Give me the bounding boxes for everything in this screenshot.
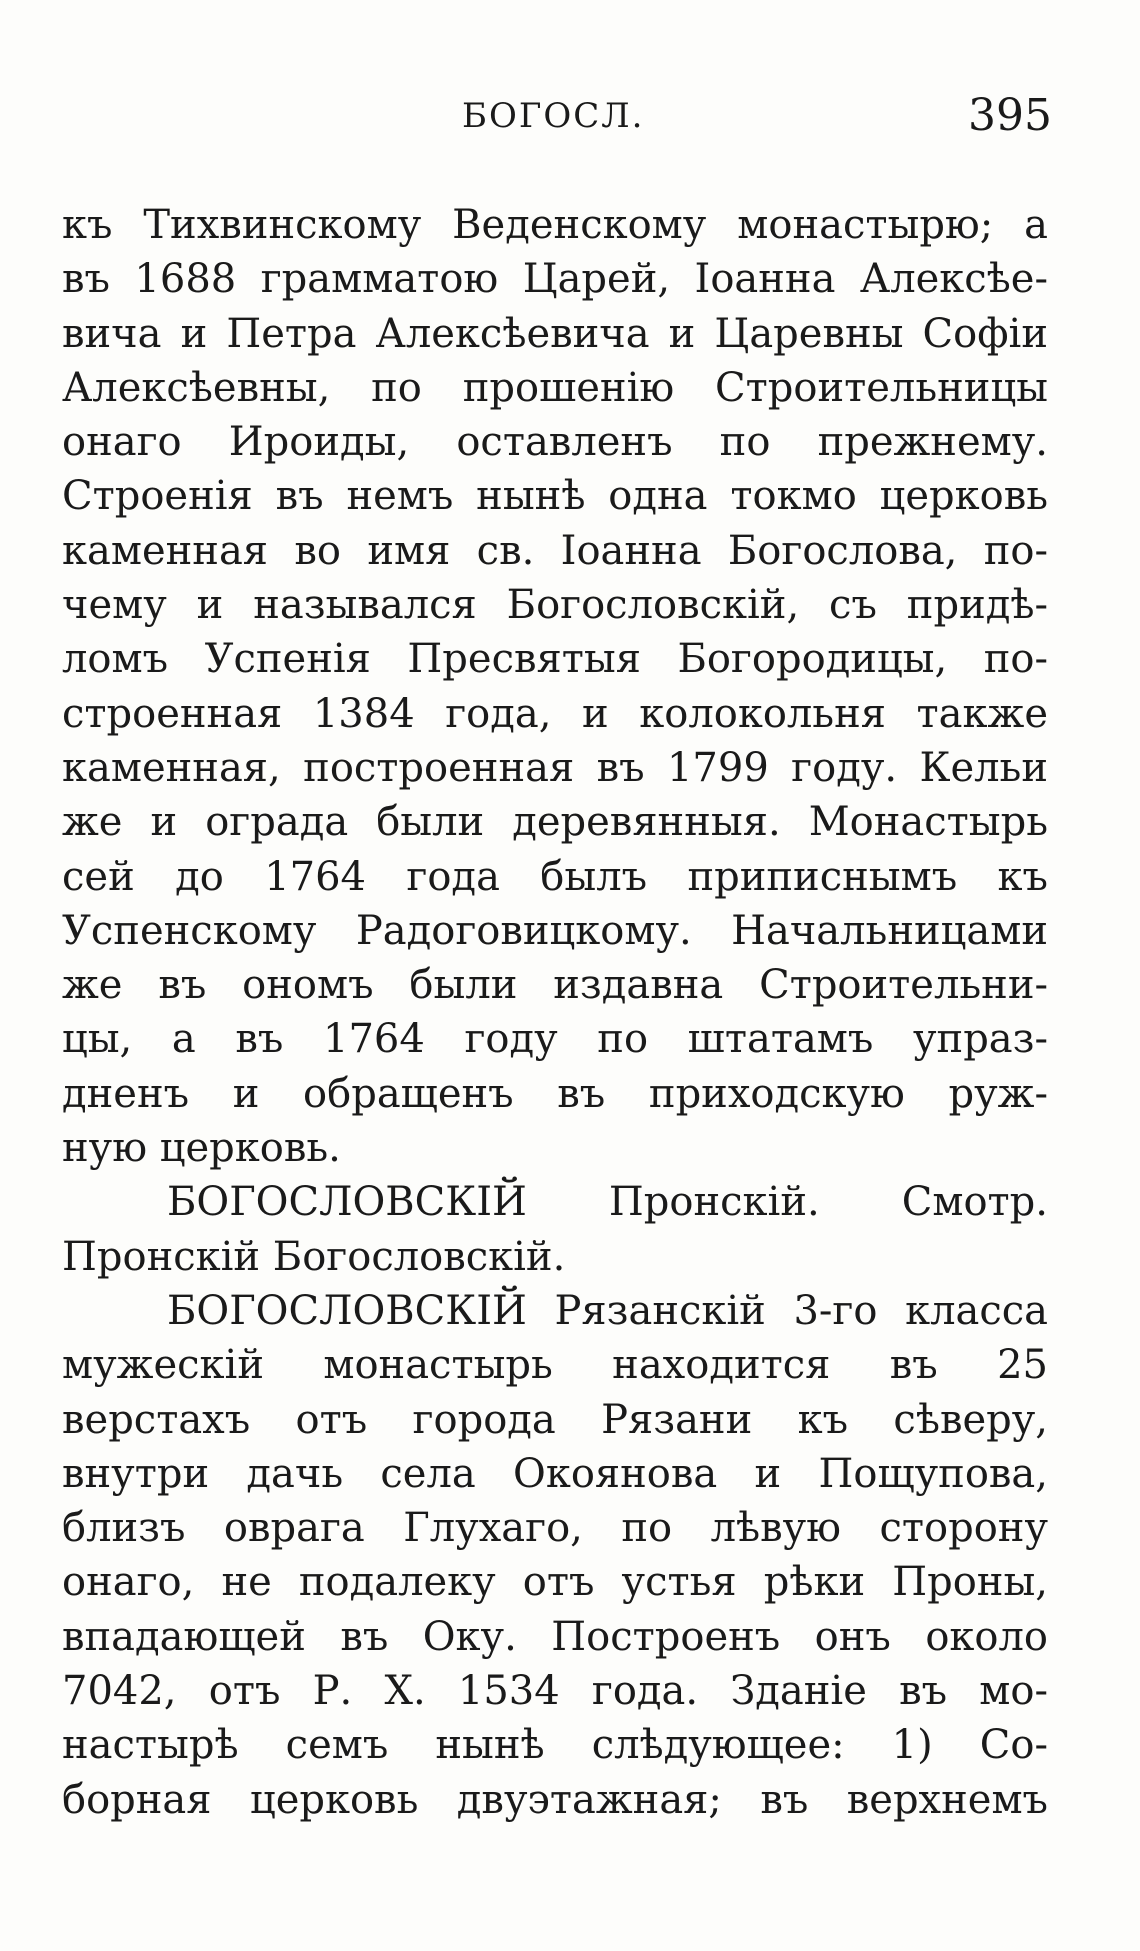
body-text <box>62 198 1048 1827</box>
text-line: же и ограда были деревянныя. Монастырь <box>62 799 1048 846</box>
text-line: каменная во имя св. Іоанна Богослова, по- <box>62 527 1048 574</box>
running-head <box>0 90 1140 156</box>
text-line: чему и назывался Богословскій, съ придѣ- <box>62 582 1048 629</box>
text-line: Пронскій Богословскій. <box>62 1233 566 1280</box>
text-line: сей до 1764 года былъ приписнымъ къ <box>62 853 1048 900</box>
text-line: Успенскому Радоговицкому. Начальницами <box>62 907 1048 954</box>
text-line: 7042, отъ Р. Х. 1534 года. Зданіе въ мо- <box>62 1668 1048 1715</box>
text-line: впадающей въ Оку. Построенъ онъ около <box>62 1613 1048 1660</box>
text-line: строенная 1384 года, и колокольня также <box>62 690 1048 737</box>
text-line: ную церковь. <box>62 1125 341 1172</box>
text-line: мужескій монастырь находится въ 25 <box>62 1342 1048 1389</box>
text-line: къ Тихвинскому Веденскому монастырю; а <box>62 202 1048 248</box>
text-line: цы, а въ 1764 году по штатамъ упраз- <box>62 1016 1048 1063</box>
text-line: каменная, построенная въ 1799 году. Кельи <box>62 744 1048 791</box>
text-line: внутри дачь села Окоянова и Пощупова, <box>62 1450 1048 1497</box>
entry-heading-line: БОГОСЛОВСКІЙ Рязанскій 3-го класса <box>167 1287 1048 1334</box>
text-line: онаго Ироиды, оставленъ по прежнему. <box>62 419 1048 466</box>
text-line: дненъ и обращенъ въ приходскую руж- <box>62 1070 1048 1117</box>
page-number: 395 <box>968 90 1052 141</box>
entry-heading-line: БОГОСЛОВСКІЙ Пронскій. Смотр. <box>167 1179 1048 1226</box>
text-line: онаго, не подалеку отъ устья рѣки Проны, <box>62 1559 1048 1606</box>
text-line: же въ ономъ были издавна Строительни- <box>62 962 1048 1009</box>
text-line: ломъ Успенія Пресвятыя Богородицы, по- <box>62 636 1048 683</box>
text-line: Алексѣевны, по прошенію Строительницы <box>62 364 1048 411</box>
text-line: вича и Петра Алексѣевича и Царевны Софіи <box>62 310 1048 357</box>
text-line: въ 1688 грамматою Царей, Іоанна Алексѣе- <box>62 256 1048 303</box>
text-line: настырѣ семъ нынѣ слѣдующее: 1) Со- <box>62 1722 1048 1769</box>
running-title: БОГОСЛ. <box>462 96 645 136</box>
text-line: Строенія въ немъ нынѣ одна токмо церковь <box>62 473 1048 520</box>
text-line: близъ оврага Глухаго, по лѣвую сторону <box>62 1505 1048 1552</box>
text-line: верстахъ отъ города Рязани къ сѣверу, <box>62 1396 1048 1443</box>
text-line: борная церковь двуэтажная; въ верхнемъ <box>62 1776 1048 1823</box>
